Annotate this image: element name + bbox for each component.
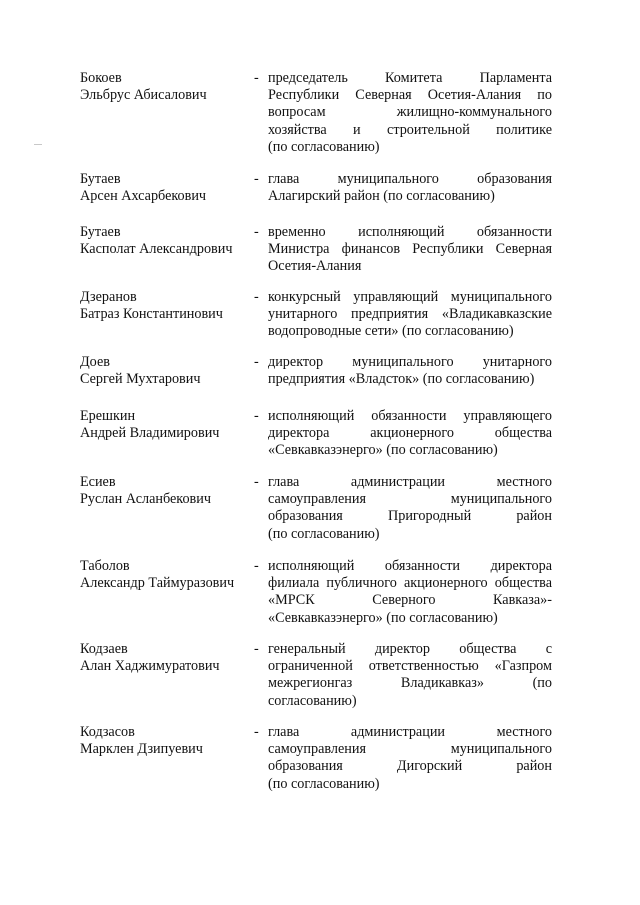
member-position (268, 354, 552, 388)
position-line: «Севкавказэнерго» (по согласованию) (268, 609, 498, 626)
member-position (268, 171, 552, 205)
margin-mark (34, 144, 42, 145)
member-position (268, 474, 552, 543)
position-line: самоуправления муниципального (268, 491, 552, 508)
position-line: вопросам жилищно-коммунального (268, 104, 552, 121)
position-line: директора акционерного общества (268, 425, 552, 442)
member-position (268, 70, 552, 156)
position-line: (по согласованию) (268, 775, 380, 792)
position-line: ограниченной ответственностью «Газпром (268, 658, 552, 675)
member-name (80, 354, 250, 388)
member-given-name: Сергей Мухтарович (80, 371, 201, 388)
entry-dash: - (254, 408, 259, 424)
entry-dash: - (254, 558, 259, 574)
position-line: глава администрации местного (268, 474, 552, 490)
member-surname: Доев (80, 354, 110, 370)
member-surname: Бутаев (80, 171, 121, 187)
entry-dash: - (254, 354, 259, 370)
entry-dash: - (254, 641, 259, 657)
position-line: образования Пригородный район (268, 508, 552, 525)
position-line: временно исполняющий обязанности (268, 224, 552, 240)
position-line: Республики Северная Осетия-Алания по (268, 87, 552, 104)
entry-dash: - (254, 474, 259, 490)
member-given-name: Арсен Ахсарбекович (80, 188, 207, 205)
position-line: Алагирский район (по согласованию) (268, 188, 495, 205)
position-line: унитарного предприятия «Владикавказские (268, 306, 552, 323)
member-surname: Ерешкин (80, 408, 136, 424)
position-line: филиала публичного акционерного общества (268, 575, 552, 592)
member-name (80, 224, 250, 258)
position-line: Министра финансов Республики Северная (268, 241, 552, 258)
position-line: исполняющий обязанности управляющего (268, 408, 552, 424)
member-given-name: Андрей Владимирович (80, 425, 220, 442)
member-given-name: Марклен Дзипуевич (80, 741, 203, 758)
entry-dash: - (254, 224, 259, 240)
position-line: образования Дигорский район (268, 758, 552, 775)
position-line: водопроводные сети» (по согласованию) (268, 323, 514, 340)
member-given-name: Александр Таймуразович (80, 575, 235, 592)
member-position (268, 408, 552, 460)
member-name (80, 408, 250, 442)
entry-dash: - (254, 289, 259, 305)
member-name (80, 289, 250, 323)
position-line: (по согласованию) (268, 525, 380, 542)
member-given-name: Эльбрус Абисалович (80, 87, 207, 104)
member-position (268, 558, 552, 627)
position-line: предприятия «Владсток» (по согласованию) (268, 371, 535, 388)
member-surname: Кодзасов (80, 724, 135, 740)
entry-dash: - (254, 70, 259, 86)
member-given-name: Алан Хаджимуратович (80, 658, 220, 675)
member-surname: Бутаев (80, 224, 121, 240)
position-line: хозяйства и строительной политике (268, 121, 552, 138)
position-line: «Севкавказэнерго» (по согласованию) (268, 442, 498, 459)
member-given-name: Руслан Асланбекович (80, 491, 211, 508)
member-position (268, 224, 552, 276)
entry-dash: - (254, 171, 259, 187)
position-line: исполняющий обязанности директора (268, 558, 552, 574)
member-surname: Таболов (80, 558, 130, 574)
position-line: «МРСК Северного Кавказа»- (268, 592, 552, 609)
member-given-name: Батраз Константинович (80, 306, 223, 323)
position-line: глава муниципального образования (268, 171, 552, 187)
member-position (268, 724, 552, 793)
member-surname: Есиев (80, 474, 116, 490)
position-line: Осетия-Алания (268, 258, 362, 275)
position-line: согласованию) (268, 692, 357, 709)
position-line: председатель Комитета Парламента (268, 70, 552, 86)
position-line: межрегионгаз Владикавказ» (по (268, 675, 552, 692)
member-surname: Дзеранов (80, 289, 137, 305)
position-line: глава администрации местного (268, 724, 552, 740)
member-position (268, 641, 552, 710)
entry-dash: - (254, 724, 259, 740)
member-name (80, 70, 250, 104)
position-line: самоуправления муниципального (268, 741, 552, 758)
position-line: генеральный директор общества с (268, 641, 552, 657)
member-name (80, 558, 250, 592)
member-surname: Бокоев (80, 70, 122, 86)
member-given-name: Касполат Александрович (80, 241, 233, 258)
member-name (80, 724, 250, 758)
position-line: конкурсный управляющий муниципального (268, 289, 552, 305)
member-name (80, 474, 250, 508)
member-name (80, 641, 250, 675)
member-name (80, 171, 250, 205)
member-surname: Кодзаев (80, 641, 128, 657)
member-position (268, 289, 552, 341)
position-line: директор муниципального унитарного (268, 354, 552, 370)
position-line: (по согласованию) (268, 138, 380, 155)
